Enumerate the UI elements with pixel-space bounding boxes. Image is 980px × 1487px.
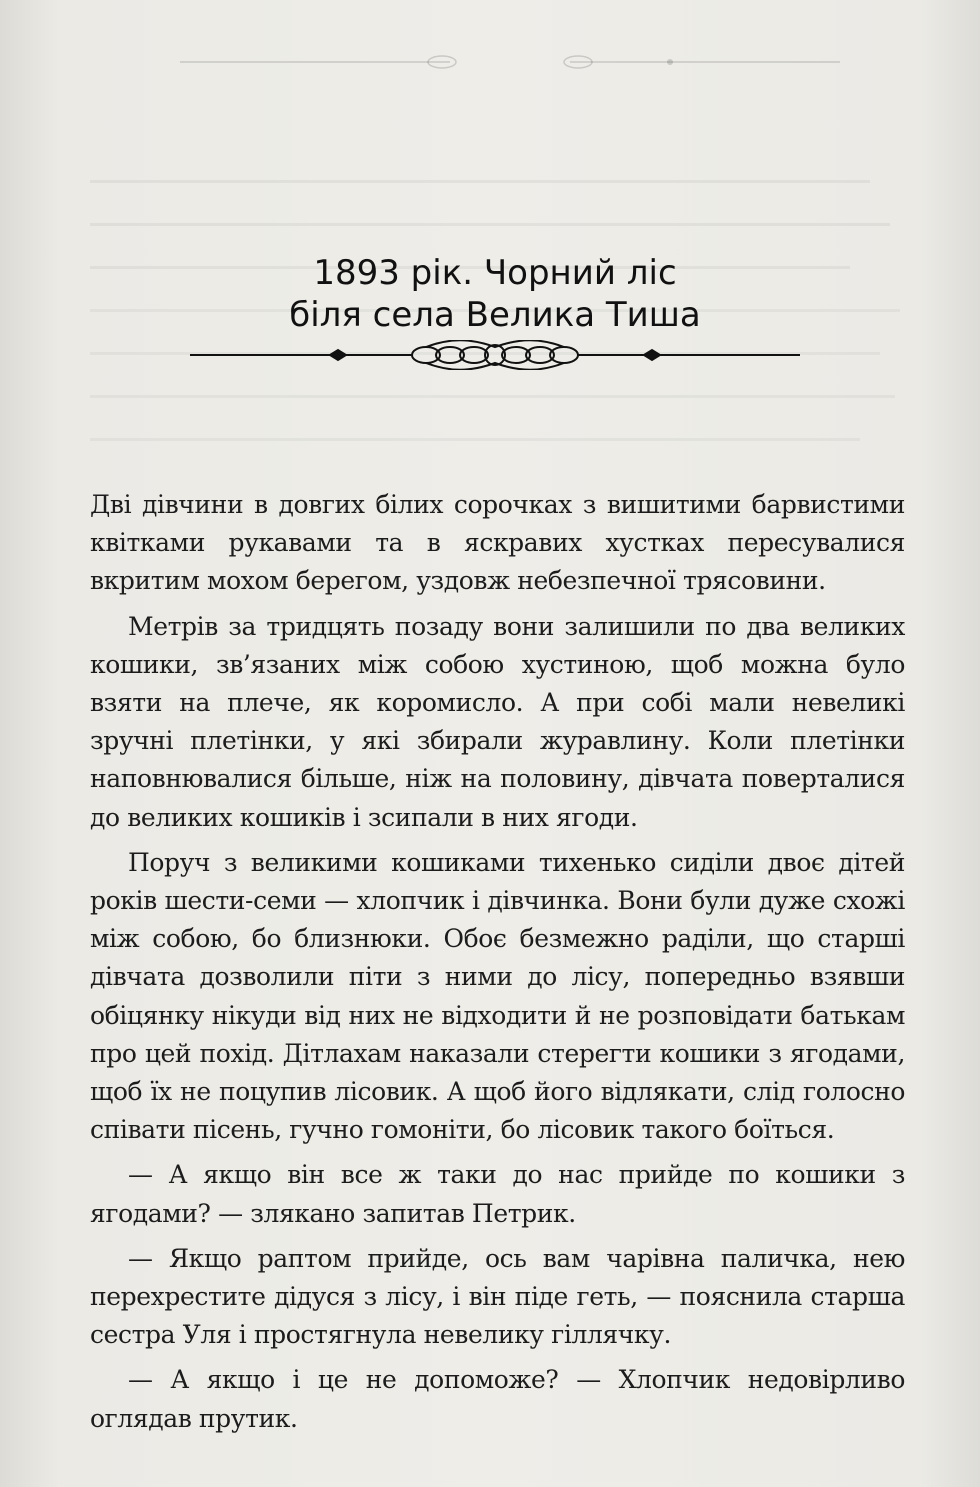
chapter-title [180, 252, 810, 336]
paragraph: Дві дівчини в довгих білих сорочках з вишитими барвистими квітками рукавами та в яскравих хустках пересувалися вкритим мохом берегом, уздовж небезпечної трясовини. [90, 490, 905, 596]
paragraph: Метрів за тридцять позаду вони залишили по два великих кошики, зв’язаних між собою хустиною, щоб можна було взяти на плече, як коромисло. А при собі мали невеликі зручні плетінки, у які збирали журавлину. Коли плетінки наповнювалися більше, ніж на половину, дівчата поверталися до великих кошиків і зсипали в них ягоди. [90, 611, 905, 832]
chapter-title-line-2: біля села Велика Тиша [289, 295, 701, 335]
running-head [180, 46, 840, 76]
decorative-ornament-icon [180, 340, 810, 370]
chapter-title-line-1: 1893 рік. Чорний ліс [313, 253, 677, 293]
paragraph: — Якщо раптом прийде, ось вам чарівна паличка, нею перехрестите дідуся з лісу, і він піде геть, — пояснила старша сестра Уля і простягнула невелику гіллячку. [90, 1243, 905, 1350]
paragraph: Поруч з великими кошиками тихенько сиділи двоє дітей років шести-семи — хлопчик і дівчинка. Вони були дуже схожі між собою, бо близнюки. Обоє безмежно раділи, що старші дівчата дозволили піти з ними до лісу, попередньо взявши обіцянку нікуди від них не відходити й не розповідати батькам про цей похід. Дітлахам наказали стерегти кошики з ягодами, щоб їх не поцупив лісовик. А щоб його відлякати, слід голосно співати пісень, гучно гомоніти, бо лісовик такого боїться. [90, 847, 905, 1145]
body-text [90, 486, 905, 1445]
paragraph: — А якщо і це не допоможе? — Хлопчик недовірливо оглядав прутик. [90, 1365, 905, 1433]
paragraph: — А якщо він все ж таки до нас прийде по кошики з ягодами? — злякано запитав Петрик. [90, 1160, 905, 1228]
running-head-ornament-icon [180, 46, 840, 76]
